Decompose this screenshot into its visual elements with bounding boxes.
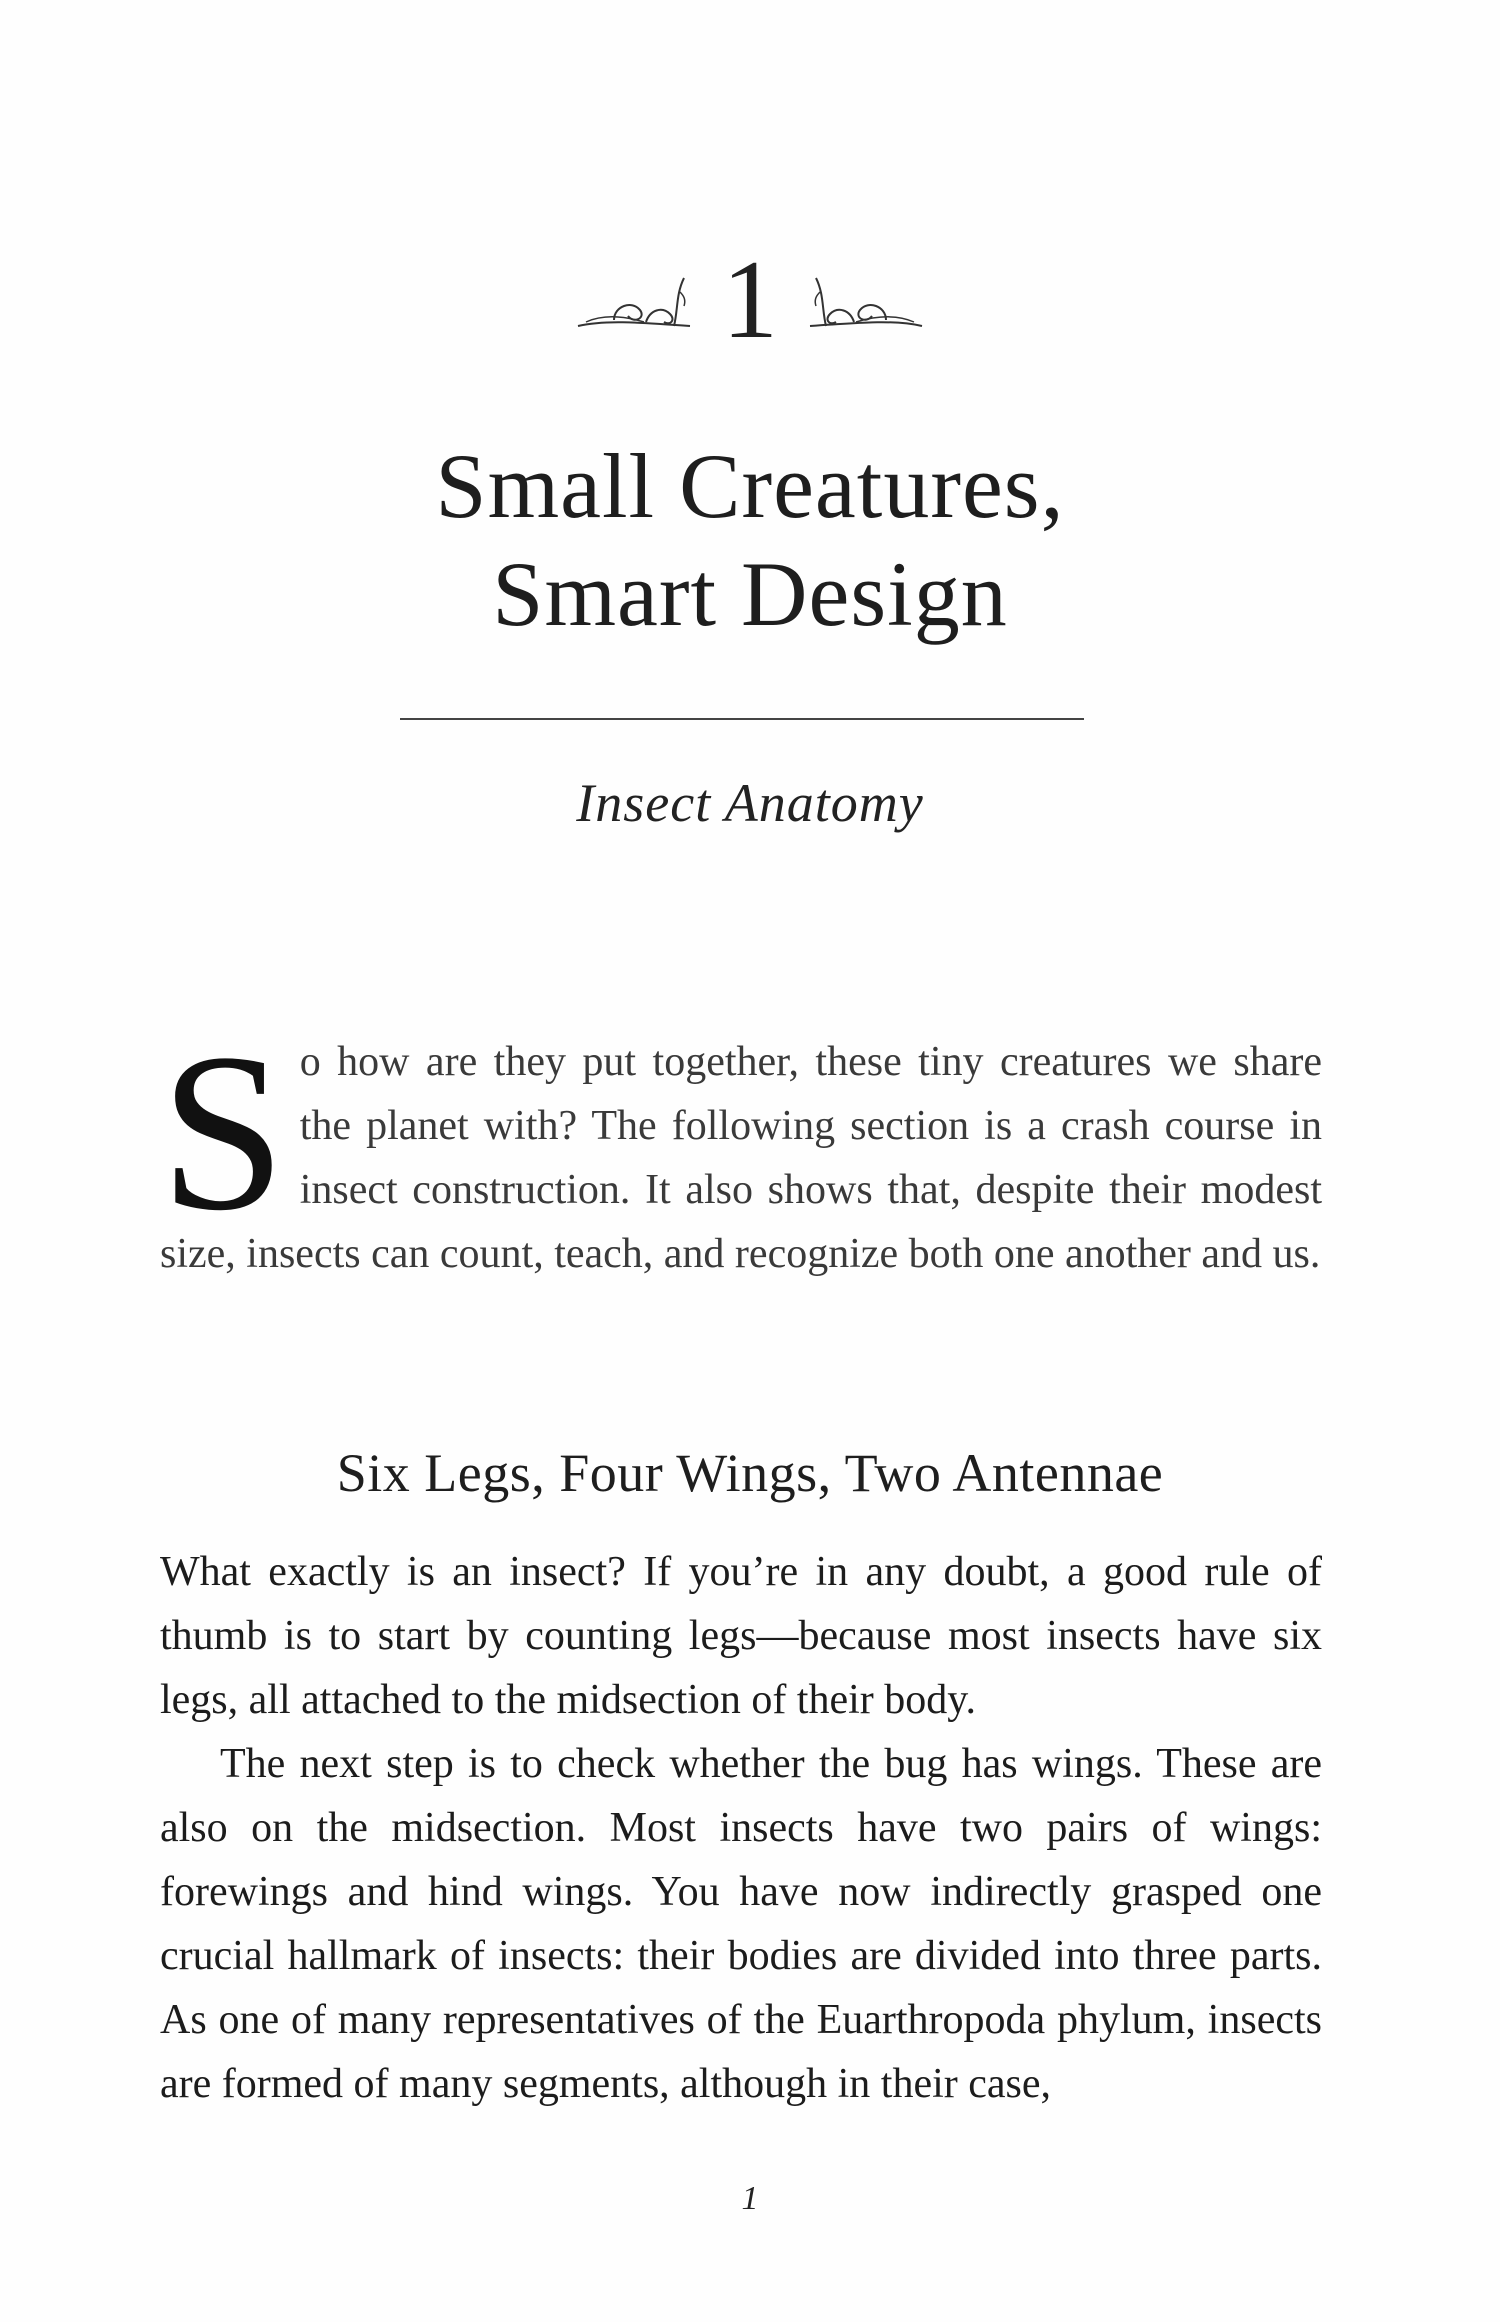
section-heading: Six Legs, Four Wings, Two Antennae — [336, 1443, 1164, 1503]
section-body — [160, 1540, 1322, 2116]
chapter-title-line-2: Smart Design — [492, 543, 1008, 645]
chapter-header — [0, 240, 1500, 360]
flourish-right-icon — [806, 270, 926, 330]
title-divider — [400, 718, 1084, 720]
chapter-number-row — [0, 240, 1500, 360]
drop-cap: S — [160, 1007, 286, 1257]
chapter-title — [0, 432, 1500, 648]
body-paragraph-1: What exactly is an insect? If you’re in any doubt, a good rule of thumb is to start by counting legs—because most insects have six legs, all attached to the midsection of their body. — [160, 1549, 1322, 1723]
body-paragraph-2: The next step is to check whether the bug has wings. These are also on the midsection. Most insects have two pairs of wings: forewings and hind wings. You have now indirectly grasped one crucial hallmark of insects: their bodies are divided into three parts. As one of many representatives of the Euarthropoda phylum, insects are formed of many segments, although in their case, — [160, 1741, 1322, 2107]
intro-text: o how are they put together, these tiny creatures we share the planet with? The following section is a crash course in insect construction. It also shows that, despite their modest size, insects can count, teach, and recognize both one another and us. — [160, 1039, 1322, 1277]
chapter-number: 1 — [722, 238, 778, 362]
intro-paragraph — [160, 1007, 1322, 1286]
chapter-subtitle: Insect Anatomy — [576, 773, 924, 833]
flourish-left-icon — [574, 270, 694, 330]
chapter-title-line-1: Small Creatures, — [435, 435, 1065, 537]
page-number: 1 — [741, 2180, 759, 2217]
